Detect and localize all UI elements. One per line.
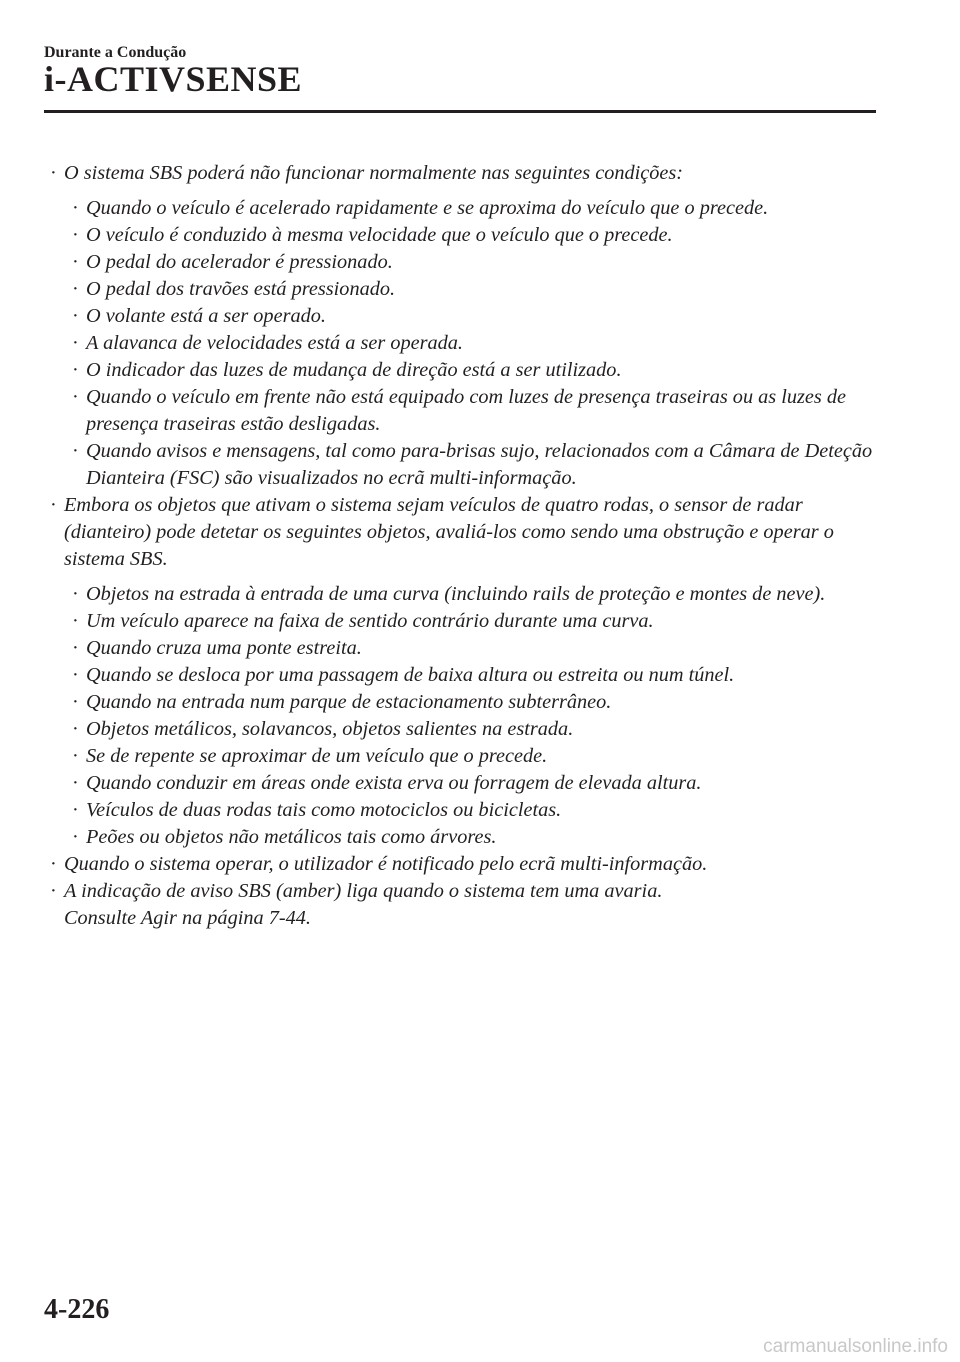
list-item: · Quando cruza uma ponte estreita. (44, 635, 884, 662)
objects-list (44, 581, 884, 851)
list-item: · Quando o veículo é acelerado rapidamente e se aproxima do veículo que o precede. (44, 195, 884, 222)
document-body (44, 160, 884, 932)
conditions-list (44, 195, 884, 492)
list-item: · A alavanca de velocidades está a ser operada. (44, 330, 884, 357)
list-item: · Se de repente se aproximar de um veículo que o precede. (44, 743, 884, 770)
bullet-notification: · Quando o sistema operar, o utilizador é notificado pelo ecrã multi-informação. (44, 851, 884, 878)
page-reference: Consulte Agir na página 7-44. (64, 907, 311, 929)
bullet-radar-objects: · Embora os objetos que ativam o sistema sejam veículos de quatro rodas, o sensor de radar (dianteiro) pode detetar os seguintes objetos, avaliá-los como sendo uma obstrução e operar o sistema SBS. (44, 492, 884, 573)
bullet-warning-indication (44, 878, 884, 932)
warning-text: · A indicação de aviso SBS (amber) liga quando o sistema tem uma avaria. (64, 880, 663, 902)
bullet-sbs-conditions: · O sistema SBS poderá não funcionar normalmente nas seguintes condições: (44, 160, 884, 187)
list-item: · O volante está a ser operado. (44, 303, 884, 330)
list-item: · Peões ou objetos não metálicos tais como árvores. (44, 824, 884, 851)
list-item: · O indicador das luzes de mudança de direção está a ser utilizado. (44, 357, 884, 384)
list-item: · Quando conduzir em áreas onde exista erva ou forragem de elevada altura. (44, 770, 884, 797)
list-item: · O pedal dos travões está pressionado. (44, 276, 884, 303)
list-item: · Quando na entrada num parque de estacionamento subterrâneo. (44, 689, 884, 716)
list-item: · Um veículo aparece na faixa de sentido contrário durante uma curva. (44, 608, 884, 635)
page-title: i-ACTIVSENSE (44, 59, 303, 99)
list-item: · Quando avisos e mensagens, tal como para-brisas sujo, relacionados com a Câmara de Deteção Dianteira (FSC) são visualizados no ecrã multi-informação. (44, 438, 884, 492)
section-label: Durante a Condução (44, 44, 187, 61)
list-item: · Veículos de duas rodas tais como motociclos ou bicicletas. (44, 797, 884, 824)
header-rule (44, 110, 876, 113)
list-item: · O veículo é conduzido à mesma velocidade que o veículo que o precede. (44, 222, 884, 249)
page-number: 4-226 (44, 1294, 110, 1325)
list-item: · Quando se desloca por uma passagem de baixa altura ou estreita ou num túnel. (44, 662, 884, 689)
list-item: · Quando o veículo em frente não está equipado com luzes de presença traseiras ou as luzes de presença traseiras estão desligadas. (44, 384, 884, 438)
list-item: · O pedal do acelerador é pressionado. (44, 249, 884, 276)
watermark: carmanualsonline.info (763, 1336, 948, 1357)
list-item: · Objetos na estrada à entrada de uma curva (incluindo rails de proteção e montes de neve). (44, 581, 884, 608)
list-item: · Objetos metálicos, solavancos, objetos salientes na estrada. (44, 716, 884, 743)
